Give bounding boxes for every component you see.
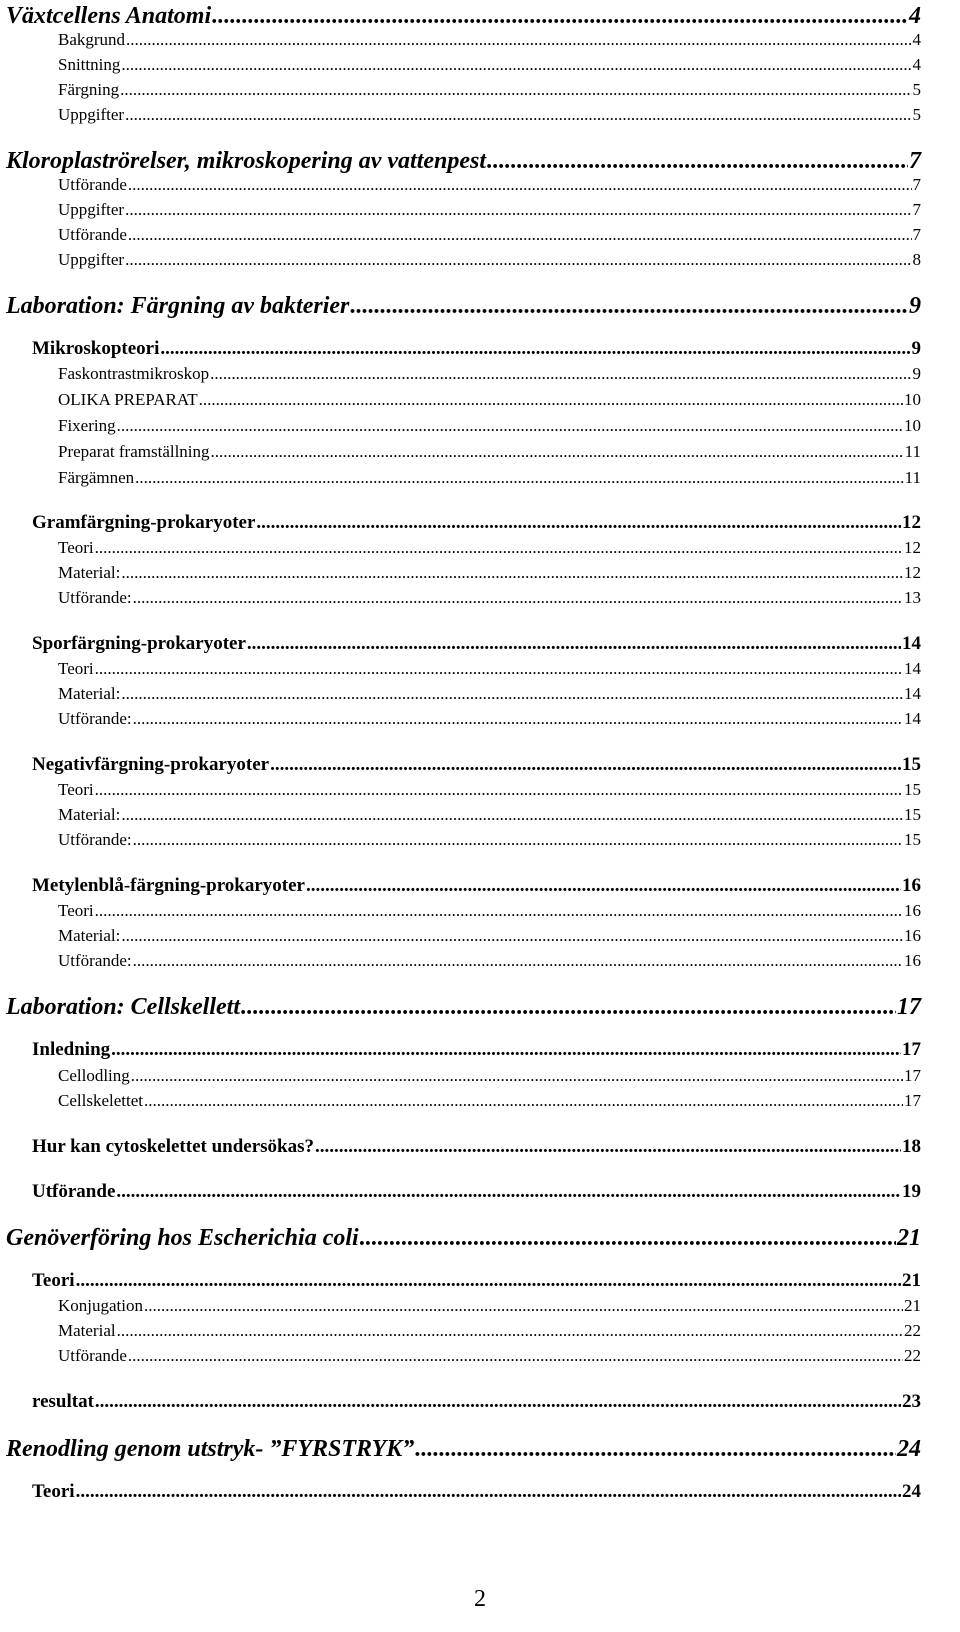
toc-entry-title: Negativfärgning-prokaryoter xyxy=(32,754,270,775)
toc-entry-title: Sporfärgning-prokaryoter xyxy=(32,633,246,654)
toc-dot-leader xyxy=(111,1039,901,1061)
toc-entry[interactable] xyxy=(58,684,921,704)
toc-entry[interactable] xyxy=(32,1181,921,1203)
toc-entry[interactable] xyxy=(58,390,921,410)
toc-entry-page: 7 xyxy=(909,148,921,174)
toc-entry[interactable] xyxy=(58,1321,921,1341)
toc-entry-page: 4 xyxy=(912,55,921,74)
toc-entry-page: 19 xyxy=(902,1181,921,1202)
toc-dot-leader xyxy=(350,293,908,320)
toc-dot-leader xyxy=(121,55,911,75)
toc-entry-title: Utförande xyxy=(58,175,127,194)
toc-entry[interactable] xyxy=(58,55,921,75)
toc-entry[interactable] xyxy=(6,1225,921,1252)
toc-dot-leader xyxy=(95,1391,901,1413)
toc-entry[interactable] xyxy=(58,30,921,50)
toc-entry[interactable] xyxy=(32,1481,921,1503)
toc-entry[interactable] xyxy=(58,1296,921,1316)
toc-dot-leader xyxy=(125,200,911,220)
toc-dot-leader xyxy=(360,1225,896,1252)
toc-entry-page: 15 xyxy=(902,754,921,775)
toc-entry-title: Cellskelettet xyxy=(58,1091,143,1110)
toc-dot-leader xyxy=(144,1296,903,1316)
toc-entry-title: Gramfärgning-prokaryoter xyxy=(32,512,256,533)
toc-entry-title: Utförande: xyxy=(58,830,132,849)
toc-entry-title: Utförande: xyxy=(58,709,132,728)
toc-entry-page: 4 xyxy=(909,3,921,29)
toc-entry-title: Material: xyxy=(58,563,121,582)
toc-entry-title: Utförande: xyxy=(58,588,132,607)
toc-entry-page: 4 xyxy=(912,30,921,49)
toc-entry-page: 15 xyxy=(904,780,921,799)
toc-entry[interactable] xyxy=(58,926,921,946)
toc-entry-title: Teori xyxy=(58,538,94,557)
toc-entry-page: 22 xyxy=(904,1346,921,1365)
toc-entry-title: Teori xyxy=(32,1270,75,1291)
toc-entry-page: 16 xyxy=(904,901,921,920)
toc-entry[interactable] xyxy=(58,709,921,729)
toc-entry-page: 16 xyxy=(904,951,921,970)
toc-dot-leader xyxy=(121,563,903,583)
toc-dot-leader xyxy=(125,250,911,270)
toc-entry-page: 10 xyxy=(904,416,921,435)
toc-entry[interactable] xyxy=(32,338,921,360)
toc-entry-page: 14 xyxy=(904,684,921,703)
toc-entry-page: 22 xyxy=(904,1321,921,1340)
toc-entry-title: Renodling genom utstryk- ”FYRSTRYK” xyxy=(6,1436,415,1462)
toc-dot-leader xyxy=(117,1321,903,1341)
toc-entry-title: resultat xyxy=(32,1391,94,1412)
toc-entry-title: Material: xyxy=(58,805,121,824)
toc-entry[interactable] xyxy=(58,416,921,436)
toc-dot-leader xyxy=(415,1436,896,1463)
toc-entry-page: 12 xyxy=(904,538,921,557)
toc-entry-page: 15 xyxy=(904,830,921,849)
toc-entry[interactable] xyxy=(32,1391,921,1413)
toc-dot-leader xyxy=(128,1346,903,1366)
toc-entry-page: 5 xyxy=(912,80,921,99)
toc-dot-leader xyxy=(210,364,911,384)
toc-entry-page: 14 xyxy=(904,659,921,678)
toc-entry[interactable] xyxy=(58,200,921,220)
toc-entry-title: Material: xyxy=(58,684,121,703)
toc-dot-leader xyxy=(95,538,903,558)
toc-entry-title: Teori xyxy=(58,901,94,920)
toc-entry-page: 21 xyxy=(897,1225,921,1251)
toc-entry-page: 15 xyxy=(904,805,921,824)
toc-entry[interactable] xyxy=(58,175,921,195)
page-number: 2 xyxy=(474,1586,486,1612)
toc-entry-page: 7 xyxy=(912,200,921,219)
toc-dot-leader xyxy=(128,175,912,195)
toc-entry-page: 13 xyxy=(904,588,921,607)
toc-entry-title: OLIKA PREPARAT xyxy=(58,390,198,409)
toc-entry-page: 16 xyxy=(904,926,921,945)
toc-dot-leader xyxy=(133,830,903,850)
toc-dot-leader xyxy=(270,754,901,776)
toc-entry[interactable] xyxy=(58,563,921,583)
toc-entry-title: Faskontrastmikroskop xyxy=(58,364,210,383)
toc-entry[interactable] xyxy=(6,1436,921,1463)
toc-entry-title: Fixering xyxy=(58,416,116,435)
toc-dot-leader xyxy=(121,805,903,825)
toc-dot-leader xyxy=(95,780,903,800)
toc-entry-title: Preparat framställning xyxy=(58,442,210,461)
toc-entry-page: 10 xyxy=(904,390,921,409)
toc-dot-leader xyxy=(144,1091,903,1111)
toc-dot-leader xyxy=(212,3,908,30)
toc-entry-title: Färgämnen xyxy=(58,468,135,487)
toc-dot-leader xyxy=(131,1066,903,1086)
toc-entry[interactable] xyxy=(6,3,921,30)
toc-dot-leader xyxy=(95,659,903,679)
toc-entry-title: Hur kan cytoskelettet undersökas? xyxy=(32,1136,315,1157)
toc-dot-leader xyxy=(121,926,903,946)
toc-entry[interactable] xyxy=(6,148,921,175)
toc-entry-title: Färgning xyxy=(58,80,120,99)
toc-entry-title: Mikroskopteori xyxy=(32,338,160,359)
toc-entry-title: Uppgifter xyxy=(58,105,125,124)
toc-entry[interactable] xyxy=(58,659,921,679)
toc-entry-title: Uppgifter xyxy=(58,200,125,219)
toc-entry-title: Bakgrund xyxy=(58,30,126,49)
toc-dot-leader xyxy=(199,390,903,410)
toc-entry-title: Cellodling xyxy=(58,1066,130,1085)
toc-dot-leader xyxy=(135,468,903,488)
toc-dot-leader xyxy=(133,951,903,971)
toc-entry[interactable] xyxy=(58,364,921,384)
toc-dot-leader xyxy=(133,709,903,729)
toc-entry-title: Teori xyxy=(58,659,94,678)
toc-entry[interactable] xyxy=(6,994,921,1021)
toc-entry[interactable] xyxy=(58,442,921,462)
toc-entry[interactable] xyxy=(58,250,921,270)
toc-entry[interactable] xyxy=(32,512,921,534)
toc-entry[interactable] xyxy=(32,633,921,655)
toc-entry[interactable] xyxy=(6,293,921,320)
toc-entry-page: 21 xyxy=(902,1270,921,1291)
toc-entry[interactable] xyxy=(32,1039,921,1061)
toc-dot-leader xyxy=(126,30,911,50)
toc-dot-leader xyxy=(487,148,908,175)
toc-entry-page: 17 xyxy=(904,1066,921,1085)
toc-entry-page: 21 xyxy=(904,1296,921,1315)
toc-dot-leader xyxy=(116,1181,901,1203)
toc-entry[interactable] xyxy=(58,538,921,558)
toc-dot-leader xyxy=(241,994,896,1021)
toc-entry-title: Utförande xyxy=(58,1346,127,1365)
toc-dot-leader xyxy=(117,416,903,436)
toc-entry-page: 24 xyxy=(902,1481,921,1502)
toc-entry-page: 12 xyxy=(904,563,921,582)
toc-dot-leader xyxy=(121,684,903,704)
toc-entry[interactable] xyxy=(58,1346,921,1366)
toc-dot-leader xyxy=(247,633,901,655)
toc-entry[interactable] xyxy=(58,468,921,488)
toc-entry[interactable] xyxy=(58,80,921,100)
toc-dot-leader xyxy=(306,875,901,897)
toc-entry-title: Genöverföring hos Escherichia coli xyxy=(6,1225,359,1251)
toc-entry-title: Växtcellens Anatomi xyxy=(6,3,212,29)
toc-dot-leader xyxy=(120,80,911,100)
toc-entry[interactable] xyxy=(32,1136,921,1158)
toc-entry-page: 7 xyxy=(912,175,921,194)
toc-entry-page: 5 xyxy=(912,105,921,124)
toc-entry[interactable] xyxy=(32,1270,921,1292)
toc-entry-page: 8 xyxy=(912,250,921,269)
toc-entry[interactable] xyxy=(32,875,921,897)
toc-entry-page: 9 xyxy=(912,364,921,383)
toc-entry-page: 24 xyxy=(897,1436,921,1462)
toc-entry-title: Konjugation xyxy=(58,1296,143,1315)
toc-entry-title: Inledning xyxy=(32,1039,111,1060)
toc-dot-leader xyxy=(133,588,903,608)
toc-entry[interactable] xyxy=(58,1091,921,1111)
toc-entry-title: Utförande: xyxy=(58,951,132,970)
toc-entry-title: Teori xyxy=(58,780,94,799)
toc-entry-page: 14 xyxy=(904,709,921,728)
toc-dot-leader xyxy=(125,105,911,125)
toc-entry-page: 17 xyxy=(897,994,921,1020)
toc-entry[interactable] xyxy=(58,780,921,800)
toc-entry-title: Kloroplaströrelser, mikroskopering av vattenpest xyxy=(6,148,487,174)
toc-entry[interactable] xyxy=(58,830,921,850)
toc-entry-page: 7 xyxy=(912,225,921,244)
toc-entry[interactable] xyxy=(58,951,921,971)
toc-entry[interactable] xyxy=(58,225,921,245)
toc-entry-title: Laboration: Färgning av bakterier xyxy=(6,293,350,319)
toc-entry[interactable] xyxy=(58,1066,921,1086)
toc-entry-title: Metylenblå-färgning-prokaryoter xyxy=(32,875,305,896)
toc-entry-page: 17 xyxy=(902,1039,921,1060)
toc-dot-leader xyxy=(128,225,912,245)
toc-entry-title: Teori xyxy=(32,1481,75,1502)
toc-entry-page: 9 xyxy=(911,338,921,359)
toc-entry-page: 17 xyxy=(904,1091,921,1110)
toc-entry-page: 11 xyxy=(904,468,921,487)
toc-entry-title: Utförande xyxy=(58,225,127,244)
toc-entry-page: 23 xyxy=(902,1391,921,1412)
toc-entry-page: 12 xyxy=(902,512,921,533)
toc-entry-title: Utförande xyxy=(32,1181,116,1202)
toc-dot-leader xyxy=(76,1270,901,1292)
toc-entry-page: 18 xyxy=(902,1136,921,1157)
toc-dot-leader xyxy=(95,901,903,921)
toc-dot-leader xyxy=(211,442,904,462)
toc-dot-leader xyxy=(256,512,901,534)
toc-entry-page: 11 xyxy=(904,442,921,461)
toc-entry-title: Material: xyxy=(58,926,121,945)
toc-entry[interactable] xyxy=(32,754,921,776)
toc-entry[interactable] xyxy=(58,901,921,921)
toc-dot-leader xyxy=(315,1136,901,1158)
toc-entry-title: Uppgifter xyxy=(58,250,125,269)
toc-dot-leader xyxy=(76,1481,901,1503)
toc-entry[interactable] xyxy=(58,105,921,125)
toc-entry-title: Material xyxy=(58,1321,116,1340)
toc-entry-title: Laboration: Cellskellett xyxy=(6,994,240,1020)
toc-entry-title: Snittning xyxy=(58,55,121,74)
toc-entry-page: 9 xyxy=(909,293,921,319)
toc-entry-page: 16 xyxy=(902,875,921,896)
toc-entry-page: 14 xyxy=(902,633,921,654)
toc-entry[interactable] xyxy=(58,588,921,608)
toc-entry[interactable] xyxy=(58,805,921,825)
toc-dot-leader xyxy=(160,338,910,360)
